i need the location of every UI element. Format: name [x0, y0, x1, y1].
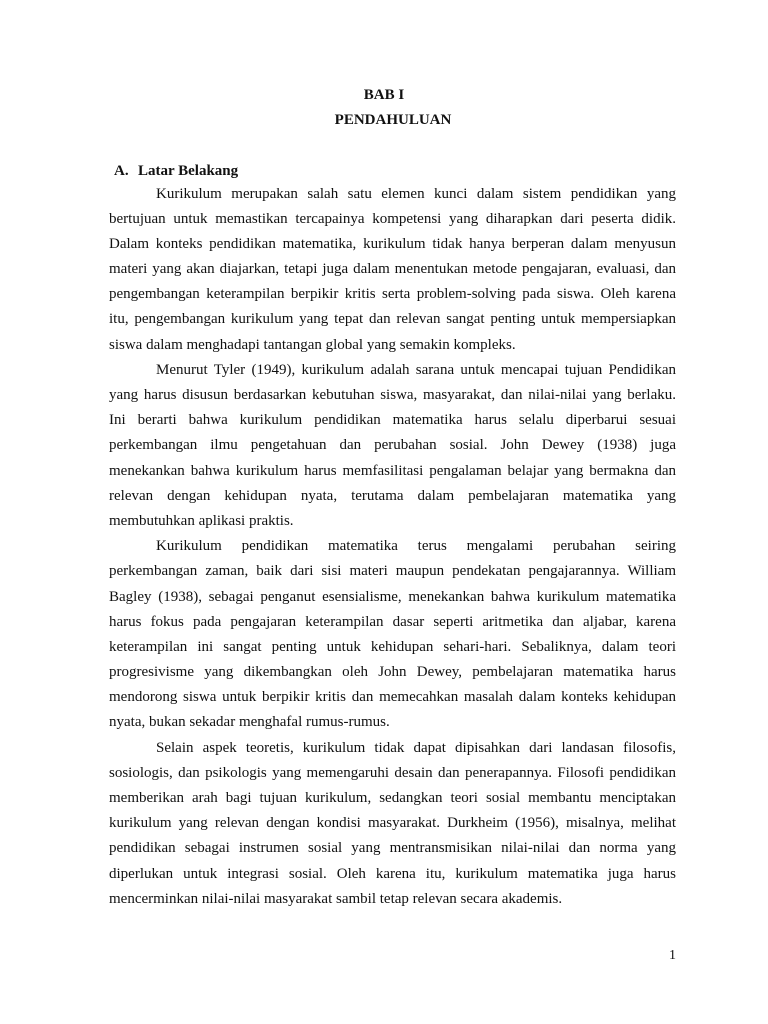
- paragraph-line: Bagley (1938), sebagai penganut esensialisme, menekankan bahwa kurikulum matematika: [109, 588, 676, 605]
- paragraph-line: Kurikulum merupakan salah satu elemen kunci dalam sistem pendidikan yang: [156, 185, 676, 202]
- paragraph-line: menekankan bahwa kurikulum harus memfasilitasi pengalaman belajar yang bermakna dan: [109, 462, 676, 479]
- section-heading: [114, 160, 238, 182]
- paragraph-line: itu, pengembangan kurikulum yang tepat dan relevan sangat penting untuk mempersiapkan: [109, 311, 676, 328]
- paragraph: [109, 182, 676, 358]
- section-title: Latar Belakang: [138, 163, 239, 179]
- paragraph-line: perkembangan zaman, baik dari sisi materi maupun pendekatan pengajarannya. William: [109, 563, 676, 580]
- paragraph: [109, 736, 676, 912]
- paragraph-line: Kurikulum pendidikan matematika terus mengalami perubahan seiring: [156, 538, 676, 555]
- chapter-title: PENDAHULUAN: [334, 112, 452, 128]
- paragraph-line: nyata, bukan sekadar menghafal rumus-rumus.: [109, 714, 390, 731]
- paragraph-line: pendidikan sebagai instrumen sosial yang mentransmisikan nilai-nilai dan norma yang: [109, 840, 676, 857]
- paragraph-line: yang harus disusun berdasarkan kebutuhan siswa, masyarakat, dan nilai-nilai yang berlaku.: [109, 387, 676, 403]
- paragraph-line: diperlukan untuk integrasi sosial. Oleh karena itu, kurikulum matematika juga harus: [109, 865, 676, 882]
- paragraph-line: keterampilan ini sangat penting untuk kehidupan sehari-hari. Sebaliknya, dalam teori: [109, 638, 676, 655]
- paragraph-line: perkembangan ilmu pengetahuan dan perubahan sosial. John Dewey (1938) juga: [109, 437, 676, 454]
- paragraph-line: memberikan arah bagi tujuan kurikulum, sedangkan teori sosial membantu menciptakan: [109, 790, 676, 806]
- paragraph-line: bertujuan untuk memastikan tercapainya kompetensi yang diharapkan dari peserta didik.: [109, 210, 676, 227]
- paragraph-line: mencerminkan nilai-nilai masyarakat sambil tetap relevan secara akademis.: [109, 890, 563, 907]
- paragraph: [109, 358, 676, 534]
- paragraph-line: membutuhkan aplikasi praktis.: [109, 512, 294, 529]
- paragraph-line: Menurut Tyler (1949), kurikulum adalah sarana untuk mencapai tujuan Pendidikan: [156, 361, 676, 378]
- paragraph-line: Selain aspek teoretis, kurikulum tidak dapat dipisahkan dari landasan filosofis,: [156, 739, 676, 756]
- paragraph-line: kurikulum yang relevan dengan kondisi masyarakat. Durkheim (1956), misalnya, melihat: [109, 815, 676, 832]
- paragraph-line: sosiologis, dan psikologis yang memengaruhi desain dan penerapannya. Filosofi pendidikan: [109, 764, 676, 781]
- chapter-number: BAB I: [363, 87, 405, 103]
- paragraph-line: materi yang akan diajarkan, tetapi juga dalam menentukan metode pengajaran, evaluasi, dan: [109, 261, 676, 278]
- paragraph-line: relevan dengan kehidupan nyata, terutama dalam pembelajaran matematika yang: [109, 487, 676, 504]
- paragraph-line: siswa dalam menghadapi tantangan global yang semakin kompleks.: [109, 336, 516, 353]
- section-marker: A.: [114, 163, 129, 179]
- paragraph-line: Dalam konteks pendidikan matematika, kurikulum tidak hanya berperan dalam menyusun: [109, 235, 676, 252]
- paragraph-line: Ini berarti bahwa kurikulum pendidikan matematika harus selalu diperbarui sesuai: [109, 412, 676, 429]
- page-number: 1: [669, 948, 676, 963]
- body-text: [109, 182, 676, 912]
- paragraph-line: progresivisme yang dikembangkan oleh John Dewey, pembelajaran matematika harus: [109, 664, 676, 681]
- paragraph-line: mendorong siswa untuk berpikir kritis dan memecahkan masalah dalam konteks kehidupan: [109, 689, 676, 706]
- paragraph-line: pengembangan keterampilan berpikir kritis serta problem-solving pada siswa. Oleh karena: [109, 286, 676, 303]
- paragraph-line: harus fokus pada pengajaran keterampilan dasar seperti aritmetika dan aljabar, karena: [109, 613, 676, 630]
- paragraph: [109, 534, 676, 736]
